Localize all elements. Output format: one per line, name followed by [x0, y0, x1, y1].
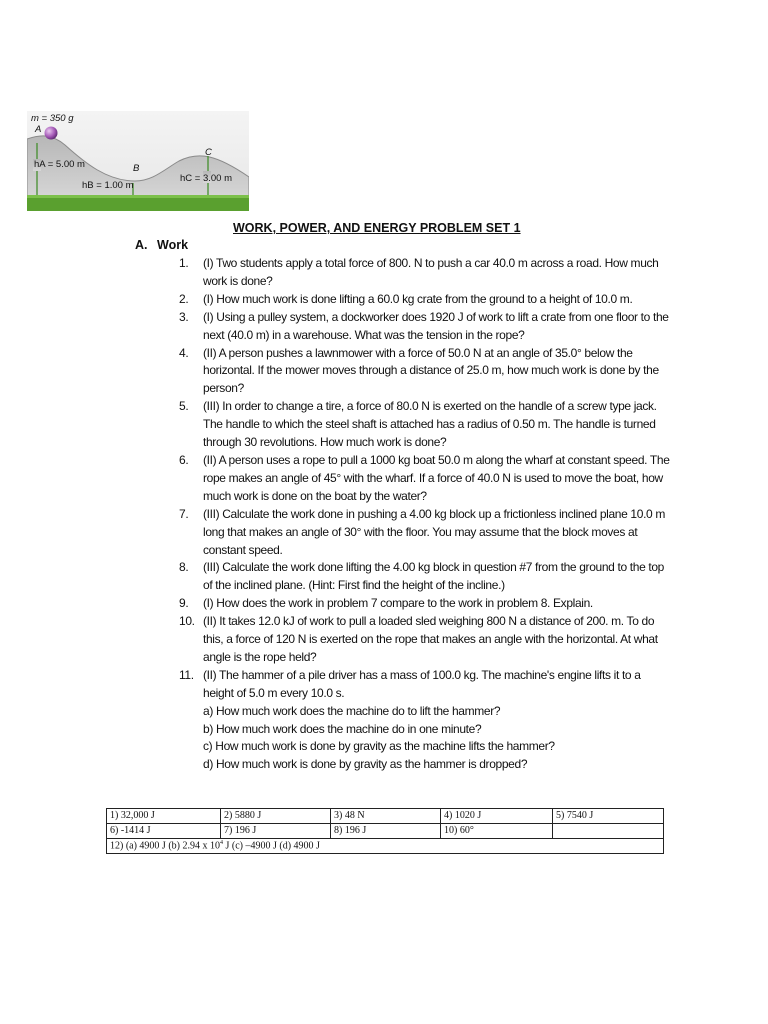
problem-number: 7. — [179, 506, 189, 521]
table-row — [107, 839, 664, 854]
answer-key-table — [106, 808, 664, 854]
problem-item — [168, 291, 673, 309]
problem-number: 4. — [179, 345, 189, 360]
problem-text: (I) Using a pulley system, a dockworker does 1920 J of work to lift a crate from one floor to the next (40.0 m) in a warehouse. What was the tension in the rope? — [203, 309, 669, 342]
answer-cell: 7) 196 J — [221, 824, 331, 839]
problem-number: 5. — [179, 399, 189, 414]
answer-12-part2: J (c) –4900 J (d) 4900 J — [222, 840, 320, 852]
problem-item — [168, 667, 673, 774]
height-b-label: hB = 1.00 m — [82, 180, 134, 191]
subpart-d: d) How much work is done by gravity as the hammer is dropped? — [203, 757, 528, 772]
problem-text: (II) A person pushes a lawnmower with a force of 50.0 N at an angle of 35.0° below the horizontal. If the mower moves through a distance of 25.0 m, how much work is done by the person? — [203, 345, 659, 396]
problem-number: 6. — [179, 452, 189, 467]
problem-number: 3. — [179, 309, 189, 324]
ball-icon — [45, 127, 58, 140]
problem-number: 9. — [179, 596, 189, 611]
answer-cell: 8) 196 J — [331, 824, 441, 839]
problem-item — [168, 345, 673, 399]
problem-item — [168, 452, 673, 506]
section-label: Work — [157, 238, 189, 252]
problem-list — [168, 255, 673, 774]
mass-label: m = 350 g — [31, 113, 74, 124]
problem-item — [168, 255, 673, 291]
answer-cell: 5) 7540 J — [553, 809, 664, 824]
answer-12-exponent: 4 — [219, 840, 223, 847]
problem-number: 10. — [179, 614, 195, 629]
answer-cell: 2) 5880 J — [221, 809, 331, 824]
problem-text: (I) How does the work in problem 7 compare to the work in problem 8. Explain. — [203, 596, 593, 611]
answer-cell: 10) 60° — [441, 824, 553, 839]
roller-coaster-figure — [27, 111, 249, 211]
problem-number: 11. — [179, 667, 194, 682]
problem-text: (III) In order to change a tire, a force of 80.0 N is exerted on the handle of a screw type jack. The handle to which the steel shaft is attached has a radius of 0.50 m. The handle is turned through 30 revolutions. How much work is done? — [203, 399, 657, 450]
subpart-a: a) How much work does the machine do to lift the hammer? — [203, 703, 501, 718]
subpart-c: c) How much work is done by gravity as the machine lifts the hammer? — [203, 739, 555, 754]
table-row — [107, 809, 664, 824]
problem-number: 8. — [179, 560, 189, 575]
height-c-label: hC = 3.00 m — [180, 173, 233, 184]
problem-item — [168, 595, 673, 613]
page-title: WORK, POWER, AND ENERGY PROBLEM SET 1 — [233, 221, 521, 235]
problem-item — [168, 398, 673, 452]
answer-cell-12 — [107, 839, 664, 854]
problem-text: (III) Calculate the work done in pushing a 4.00 kg block up a frictionless inclined plane 10.0 m long that makes an angle of 30° with the floor. You may assume that the block moves at constant speed. — [203, 506, 666, 557]
answer-12-part1: 12) (a) 4900 J (b) 2.94 x 10 — [110, 840, 220, 852]
answer-cell — [553, 824, 664, 839]
problem-text: (I) How much work is done lifting a 60.0 kg crate from the ground to a height of 10.0 m. — [203, 291, 633, 306]
problem-text: (II) A person uses a rope to pull a 1000 kg boat 50.0 m along the wharf at constant speed. The rope makes an angle of 45° with the wharf. If a force of 40.0 N is used to move the boat, how much work is done on the boat by the water? — [203, 452, 670, 503]
problem-stem: (II) The hammer of a pile driver has a mass of 100.0 kg. The machine's engine lifts it to a height of 5.0 m every 10.0 s. — [203, 667, 641, 700]
problem-text: (III) Calculate the work done lifting the 4.00 kg block in question #7 from the ground to the top of the inclined plane. (Hint: First find the height of the incline.) — [203, 560, 665, 593]
problem-text: (II) It takes 12.0 kJ of work to pull a loaded sled weighing 800 N a distance of 200. m. To do this, a force of 120 N is exerted on the rope that makes an angle with the horizontal. At what angle is the rope held? — [203, 614, 658, 664]
point-a-label: A — [35, 124, 42, 135]
problem-item — [168, 613, 673, 667]
table-row — [107, 824, 664, 839]
problem-item — [168, 506, 673, 560]
grass — [27, 197, 249, 211]
subpart-b: b) How much work does the machine do in one minute? — [203, 721, 482, 736]
height-a-label: hA = 5.00 m — [34, 159, 85, 170]
answer-cell: 6) -1414 J — [107, 824, 221, 839]
point-b-label: B — [133, 163, 140, 174]
section-letter: A. — [135, 238, 148, 252]
problem-number: 2. — [179, 291, 189, 306]
point-c-label: C — [205, 147, 212, 158]
problem-text: (I) Two students apply a total force of 800. N to push a car 40.0 m across a road. How much work is done? — [203, 256, 659, 288]
answer-cell: 4) 1020 J — [441, 809, 553, 824]
answer-cell: 3) 48 N — [331, 809, 441, 824]
answer-cell: 1) 32,000 J — [107, 809, 221, 824]
problem-text — [203, 667, 673, 774]
problem-number: 1. — [179, 256, 189, 270]
problem-item — [168, 309, 673, 345]
section-heading — [135, 238, 188, 252]
problem-item — [168, 559, 673, 595]
